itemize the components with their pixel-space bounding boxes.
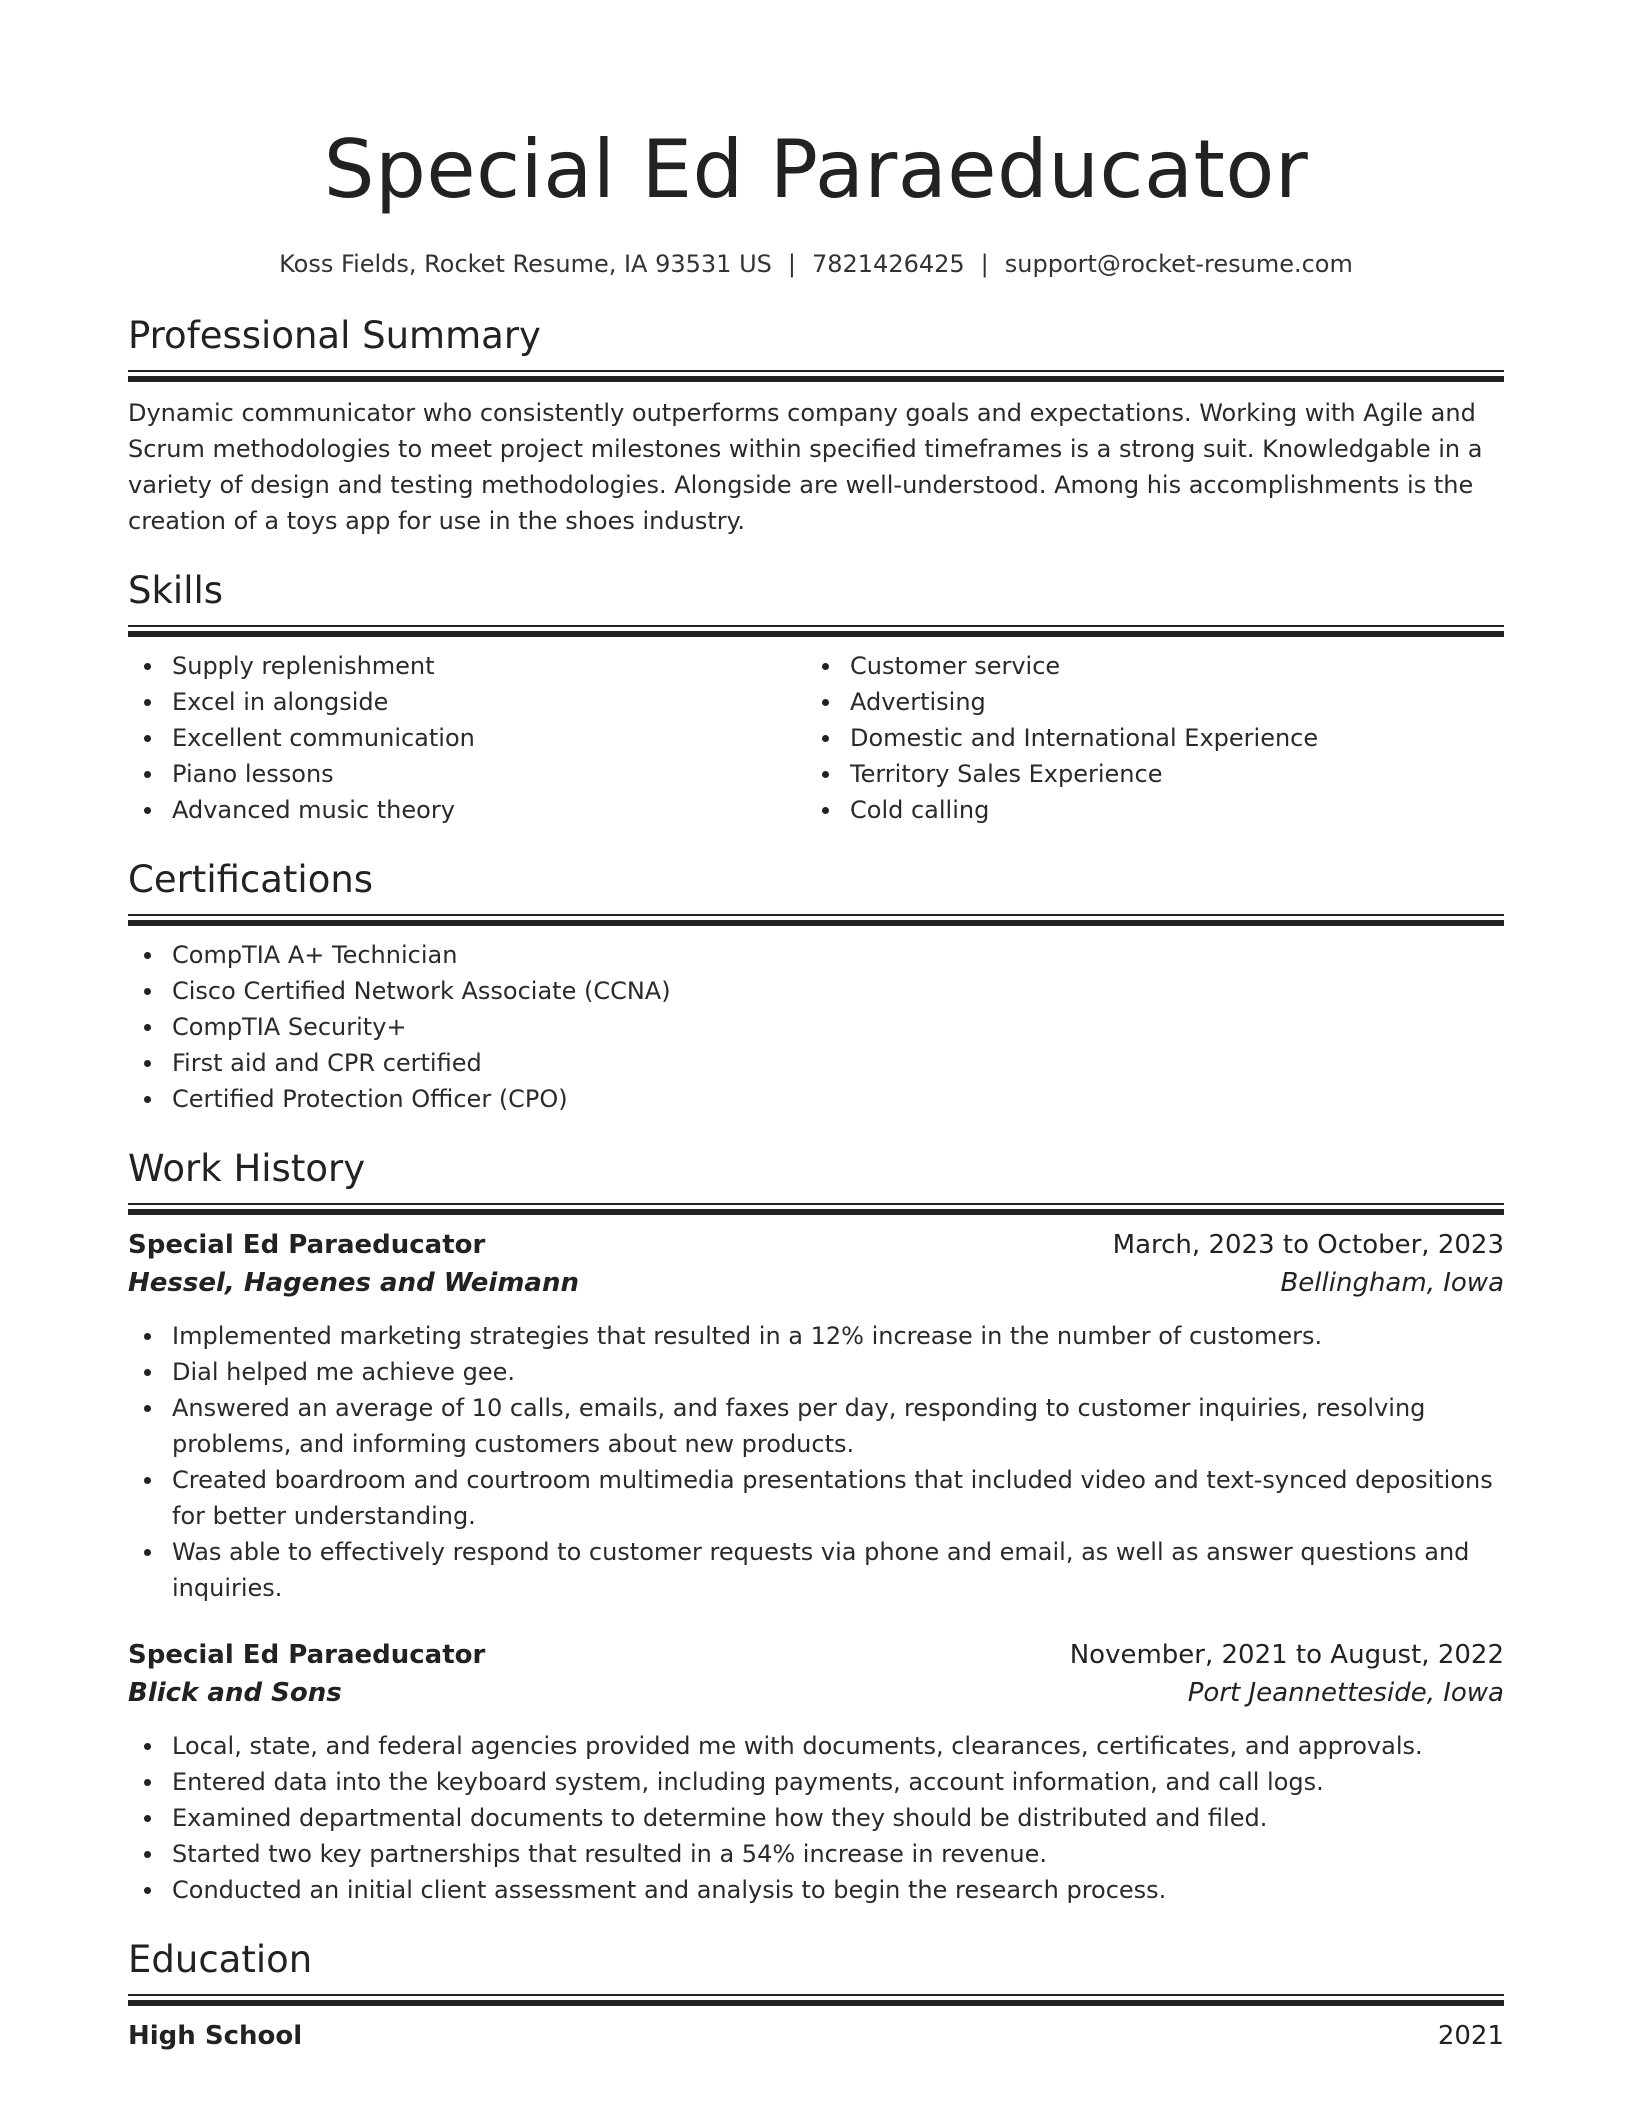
summary-section [128,314,1504,539]
certification-item: CompTIA A+ Technician [172,937,1504,973]
education-entry [128,2017,1504,2055]
job-duty-item: Examined departmental documents to determine how they should be distributed and filed. [172,1800,1504,1836]
job-header [128,1226,1504,1264]
job-entry [128,1636,1504,1908]
job-location: Bellingham, Iowa [1280,1268,1504,1298]
job-header [128,1636,1504,1674]
skill-item: Excellent communication [172,720,806,756]
job-duties-list [128,1728,1504,1908]
contact-email: support@rocket-resume.com [1004,250,1353,278]
contact-separator: | [787,250,796,278]
certifications-section [128,858,1504,1117]
job-dates: November, 2021 to August, 2022 [1069,1640,1504,1670]
skill-item: Advertising [850,684,1484,720]
section-divider [128,1203,1504,1214]
contact-line [128,248,1504,280]
section-divider [128,914,1504,925]
certification-item: First aid and CPR certified [172,1045,1504,1081]
job-entry [128,1226,1504,1606]
skill-item: Cold calling [850,792,1484,828]
skills-section [128,569,1504,828]
skills-list-right [806,648,1484,828]
section-title-certifications: Certifications [128,858,374,901]
resume-page [128,0,1504,2055]
section-title-summary: Professional Summary [128,314,541,357]
skill-item: Territory Sales Experience [850,756,1484,792]
job-duty-item: Entered data into the keyboard system, including payments, account information, and call logs. [172,1764,1504,1800]
section-title-education: Education [128,1938,313,1981]
skills-column-left [128,636,806,828]
skill-item: Domestic and International Experience [850,720,1484,756]
certifications-list [128,937,1504,1117]
contact-phone: 7821426425 [811,250,965,278]
education-section [128,1938,1504,2055]
job-company: Hessel, Hagenes and Weimann [128,1268,579,1298]
job-duties-list [128,1318,1504,1606]
contact-separator: | [980,250,989,278]
job-title: Special Ed Paraeducator [128,1230,486,1260]
job-dates: March, 2023 to October, 2023 [1112,1230,1504,1260]
skill-item: Customer service [850,648,1484,684]
job-duty-item: Dial helped me achieve gee. [172,1354,1504,1390]
job-duty-item: Local, state, and federal agencies provided me with documents, clearances, certificates, and approvals. [172,1728,1504,1764]
certification-item: Certified Protection Officer (CPO) [172,1081,1504,1117]
contact-address: Koss Fields, Rocket Resume, IA 93531 US [279,250,772,278]
skill-item: Excel in alongside [172,684,806,720]
job-duty-item: Answered an average of 10 calls, emails, and faxes per day, responding to customer inquiries, resolving problems, and informing customers about new products. [172,1390,1504,1462]
resume-name: Special Ed Paraeducator [323,123,1309,216]
skills-column-right [806,636,1484,828]
job-duty-item: Was able to effectively respond to customer requests via phone and email, as well as answer questions and inquiries. [172,1534,1504,1606]
summary-text: Dynamic communicator who consistently outperforms company goals and expectations. Working with Agile and Scrum methodologies to meet project milestones within specified timeframes is a strong suit. Knowledgable in a variety of design and testing methodologies. Alongside are well-understood. Among his accomplishments is the creation of a toys app for use in the shoes industry. [128,399,1483,535]
job-location: Port Jeannetteside, Iowa [1187,1678,1504,1708]
certification-item: CompTIA Security+ [172,1009,1504,1045]
job-subheader [128,1264,1504,1302]
job-subheader [128,1674,1504,1712]
job-company: Blick and Sons [128,1678,342,1708]
education-degree: High School [128,2021,303,2051]
skill-item: Piano lessons [172,756,806,792]
certification-item: Cisco Certified Network Associate (CCNA) [172,973,1504,1009]
job-duty-item: Started two key partnerships that resulted in a 54% increase in revenue. [172,1836,1504,1872]
section-title-work-history: Work History [128,1147,366,1190]
job-duty-item: Implemented marketing strategies that resulted in a 12% increase in the number of customers. [172,1318,1504,1354]
job-duty-item: Conducted an initial client assessment and analysis to begin the research process. [172,1872,1504,1908]
education-year: 2021 [1437,2021,1504,2051]
work-history-section [128,1147,1504,1908]
section-divider [128,370,1504,381]
job-duty-item: Created boardroom and courtroom multimedia presentations that included video and text-synced depositions for better understanding. [172,1462,1504,1534]
skill-item: Advanced music theory [172,792,806,828]
skill-item: Supply replenishment [172,648,806,684]
skills-list-left [128,648,806,828]
skills-grid [128,636,1504,828]
job-title: Special Ed Paraeducator [128,1640,486,1670]
section-title-skills: Skills [128,569,224,612]
section-divider [128,1994,1504,2005]
section-divider [128,625,1504,636]
